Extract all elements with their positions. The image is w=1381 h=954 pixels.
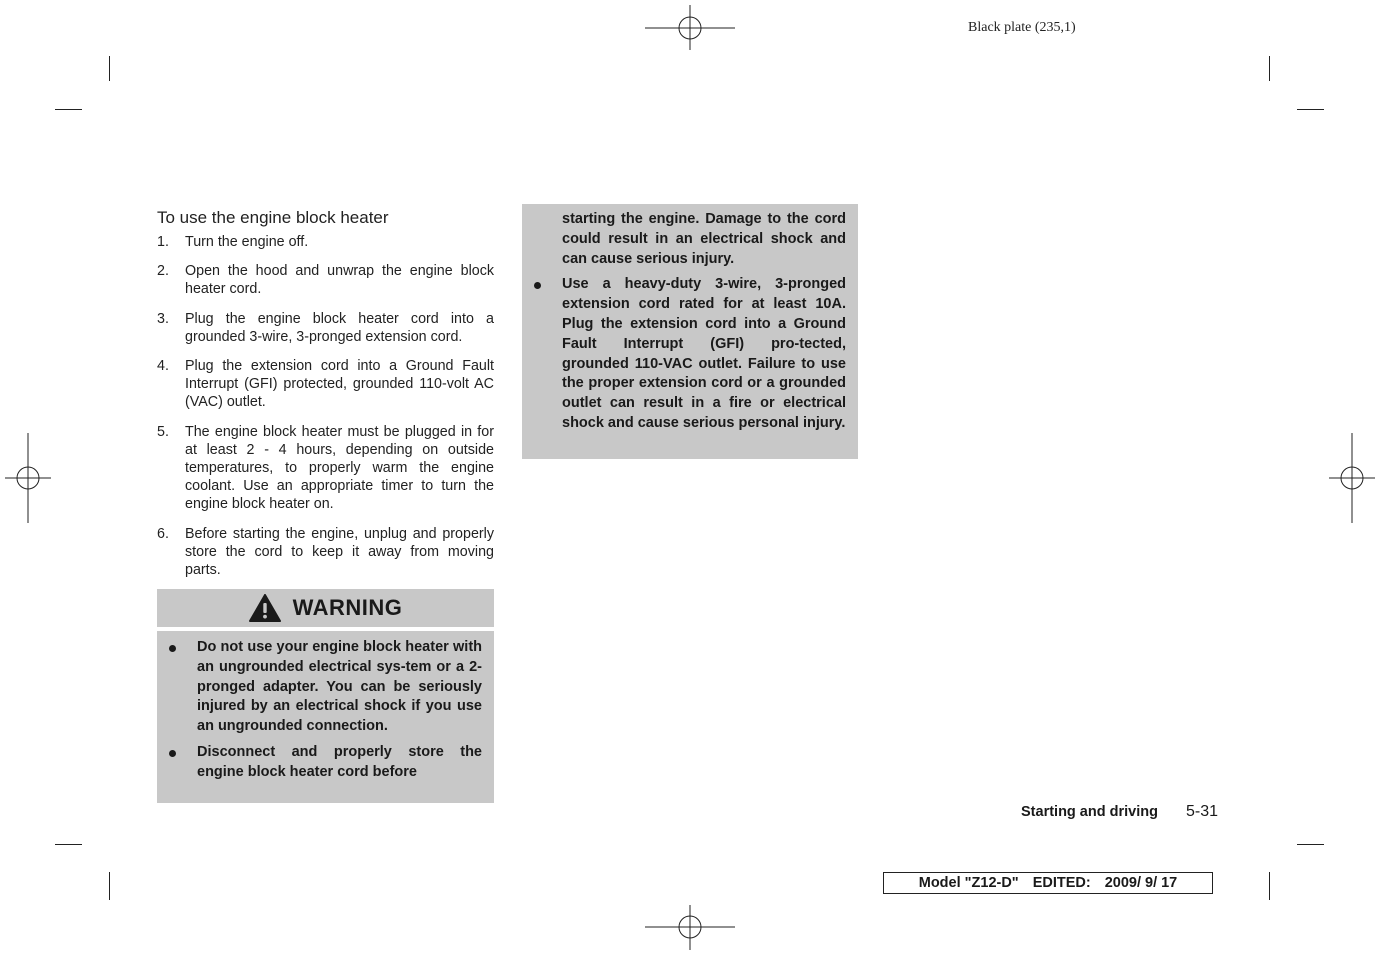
warning-item	[562, 275, 846, 433]
step-number: 6.	[157, 525, 169, 542]
crop-mark	[109, 56, 110, 81]
warning-item-text: Do not use your engine block heater with an ungrounded electrical sys-tem or a 2-pronged adapter. You can be seriously injured by an electrical shock if you use an ungrounded connection.	[197, 639, 482, 735]
step-number: 1.	[157, 234, 169, 250]
step-number: 3.	[157, 310, 169, 327]
warning-item-text: Use a heavy-duty 3-wire, 3-pronged extension cord rated for at least 10A. Plug the extension cord into a Ground Fault Interrupt (GFI) pro-tected, grounded 110-VAC outlet. Failure to use the proper extension cord or a grounded outlet can result in a fire or electrical shock and cause serious personal injury.	[562, 276, 846, 431]
bullet-icon	[534, 282, 541, 289]
crop-mark	[55, 844, 82, 845]
registration-mark-right	[1329, 433, 1375, 523]
model-label: Model "Z12-D"	[918, 875, 1019, 891]
crop-mark	[109, 872, 110, 900]
registration-mark-top	[645, 5, 735, 50]
step-number: 2.	[157, 263, 169, 280]
section-title: To use the engine block heater	[157, 208, 389, 227]
step-item	[157, 423, 494, 514]
crop-mark	[1297, 844, 1324, 845]
registration-mark-left	[5, 433, 51, 523]
step-list	[157, 233, 494, 590]
crop-mark	[1269, 872, 1270, 900]
warning-continuation	[562, 210, 846, 269]
step-text: Before starting the engine, unplug and properly store the cord to keep it away from moving parts.	[185, 525, 494, 579]
edited-date: 2009/ 9/ 17	[1104, 875, 1178, 891]
bullet-icon	[169, 645, 176, 652]
step-number: 4.	[157, 358, 169, 375]
step-item	[157, 233, 494, 251]
step-item	[157, 525, 494, 580]
edited-label: EDITED:	[1032, 875, 1091, 891]
step-number: 5.	[157, 423, 169, 440]
step-text: Turn the engine off.	[185, 234, 309, 250]
step-text: Plug the extension cord into a Ground Fault Interrupt (GFI) protected, grounded 110-volt AC (VAC) outlet.	[185, 358, 494, 411]
warning-continued-box	[522, 204, 858, 459]
footer-page-number: 5-31	[1186, 803, 1219, 820]
crop-mark	[1269, 56, 1270, 81]
warning-title: WARNING	[292, 595, 403, 620]
warning-header	[157, 589, 494, 627]
warning-triangle-icon	[249, 594, 281, 622]
warning-item	[197, 743, 482, 783]
bullet-icon	[169, 750, 176, 757]
footer-section-name: Starting and driving	[1021, 804, 1158, 820]
step-item	[157, 310, 494, 346]
crop-mark	[55, 109, 82, 110]
step-text: Plug the engine block heater cord into a grounded 3-wire, 3-pronged extension cord.	[185, 310, 494, 345]
warning-continuation-text: starting the engine. Damage to the cord could result in an electrical shock and can cause serious injury.	[562, 211, 846, 267]
step-text: Open the hood and unwrap the engine block heater cord.	[185, 263, 494, 298]
plate-label: Black plate (235,1)	[968, 20, 1076, 35]
step-item	[157, 262, 494, 298]
step-item	[157, 357, 494, 412]
crop-mark	[1297, 109, 1324, 110]
warning-item	[197, 638, 482, 737]
warning-body	[157, 631, 494, 803]
model-edit-box	[883, 872, 1213, 894]
warning-item-text: Disconnect and properly store the engine block heater cord before	[197, 743, 482, 780]
step-text: The engine block heater must be plugged in for at least 2 - 4 hours, depending on outside temperatures, to properly warm the engine coolant. Use an appropriate timer to turn the engine block heater on.	[185, 423, 494, 513]
registration-mark-bottom	[645, 905, 735, 950]
